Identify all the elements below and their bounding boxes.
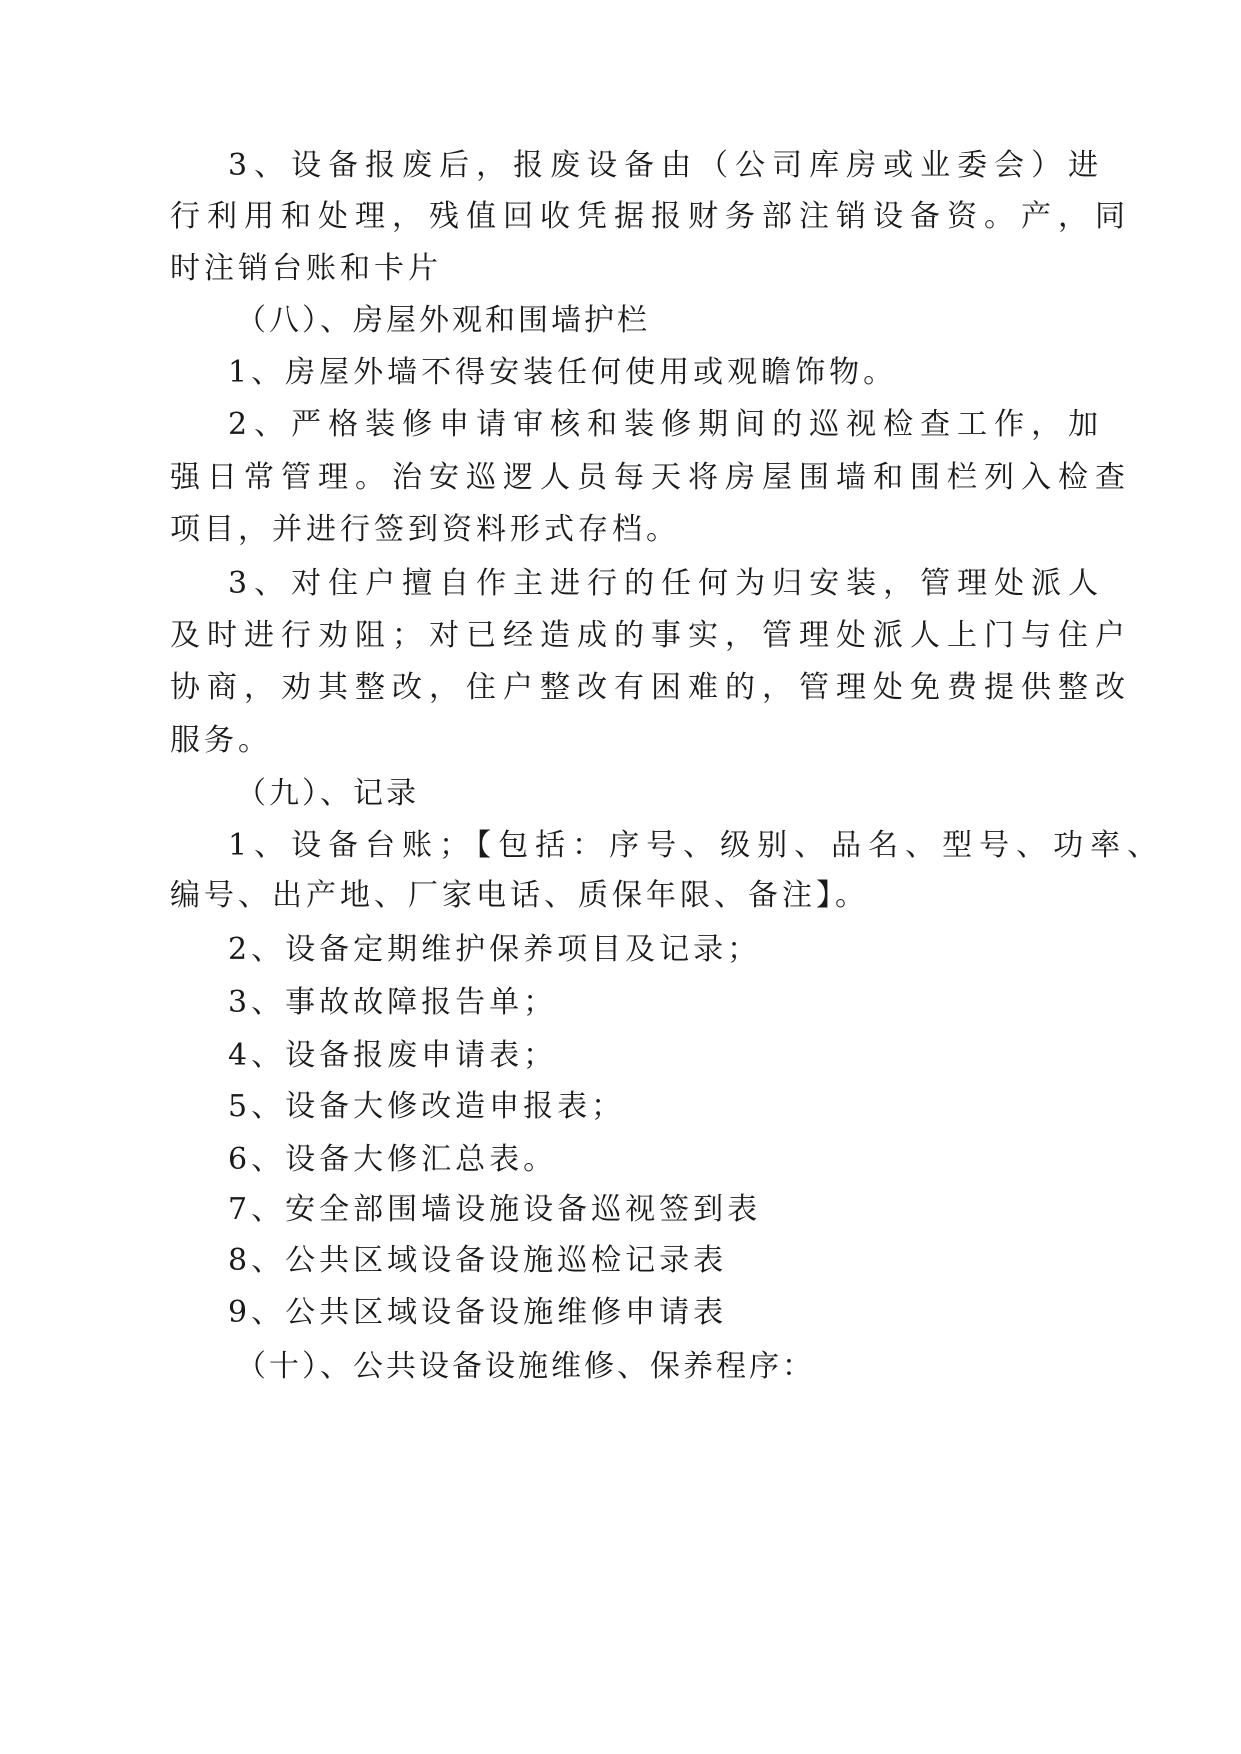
paragraph-line: 3、设备报废后，报废设备由（公司库房或业委会）进 <box>228 148 1106 183</box>
paragraph-line: 时注销台账和卡片 <box>170 251 442 286</box>
paragraph-line: 项目，并进行签到资料形式存档。 <box>170 512 680 547</box>
paragraph-line: 及时进行劝阻；对已经造成的事实，管理处派人上门与住户 <box>170 618 1132 653</box>
paragraph-line: 强日常管理。治安巡逻人员每天将房屋围墙和围栏列入检查 <box>170 460 1132 495</box>
paragraph-line: 1、设备台账；【包括：序号、级别、品名、型号、功率、 <box>228 828 1165 863</box>
paragraph-line: 3、对住户擅自作主进行的任何为归安装，管理处派人 <box>228 566 1106 601</box>
list-item: 3、事故故障报告单； <box>228 985 558 1020</box>
paragraph-line: 行利用和处理，残值回收凭据报财务部注销设备资。产，同 <box>170 199 1132 234</box>
section-heading-10: （十）、公共设备设施维修、保养程序： <box>236 1349 815 1384</box>
section-heading-9: （九）、记录 <box>236 776 419 811</box>
list-item: 9、公共区域设备设施维修申请表 <box>228 1295 728 1330</box>
paragraph-line: 1、房屋外墙不得安装任何使用或观瞻饰物。 <box>228 355 898 390</box>
list-item: 6、设备大修汇总表。 <box>228 1142 558 1177</box>
section-heading-8: （八）、房屋外观和围墙护栏 <box>236 303 650 338</box>
paragraph-line: 协商，劝其整改，住户整改有困难的，管理处免费提供整改 <box>170 670 1132 705</box>
list-item: 2、设备定期维护保养项目及记录； <box>228 932 762 967</box>
list-item: 5、设备大修改造申报表； <box>228 1089 626 1124</box>
list-item: 7、安全部围墙设施设备巡视签到表 <box>228 1192 762 1227</box>
paragraph-line: 2、严格装修申请审核和装修期间的巡视检查工作，加 <box>228 407 1106 442</box>
list-item: 4、设备报废申请表； <box>228 1038 558 1073</box>
list-item: 8、公共区域设备设施巡检记录表 <box>228 1243 728 1278</box>
paragraph-line: 编号、出产地、厂家电话、质保年限、备注】。 <box>170 878 869 913</box>
paragraph-line: 服务。 <box>170 723 272 758</box>
